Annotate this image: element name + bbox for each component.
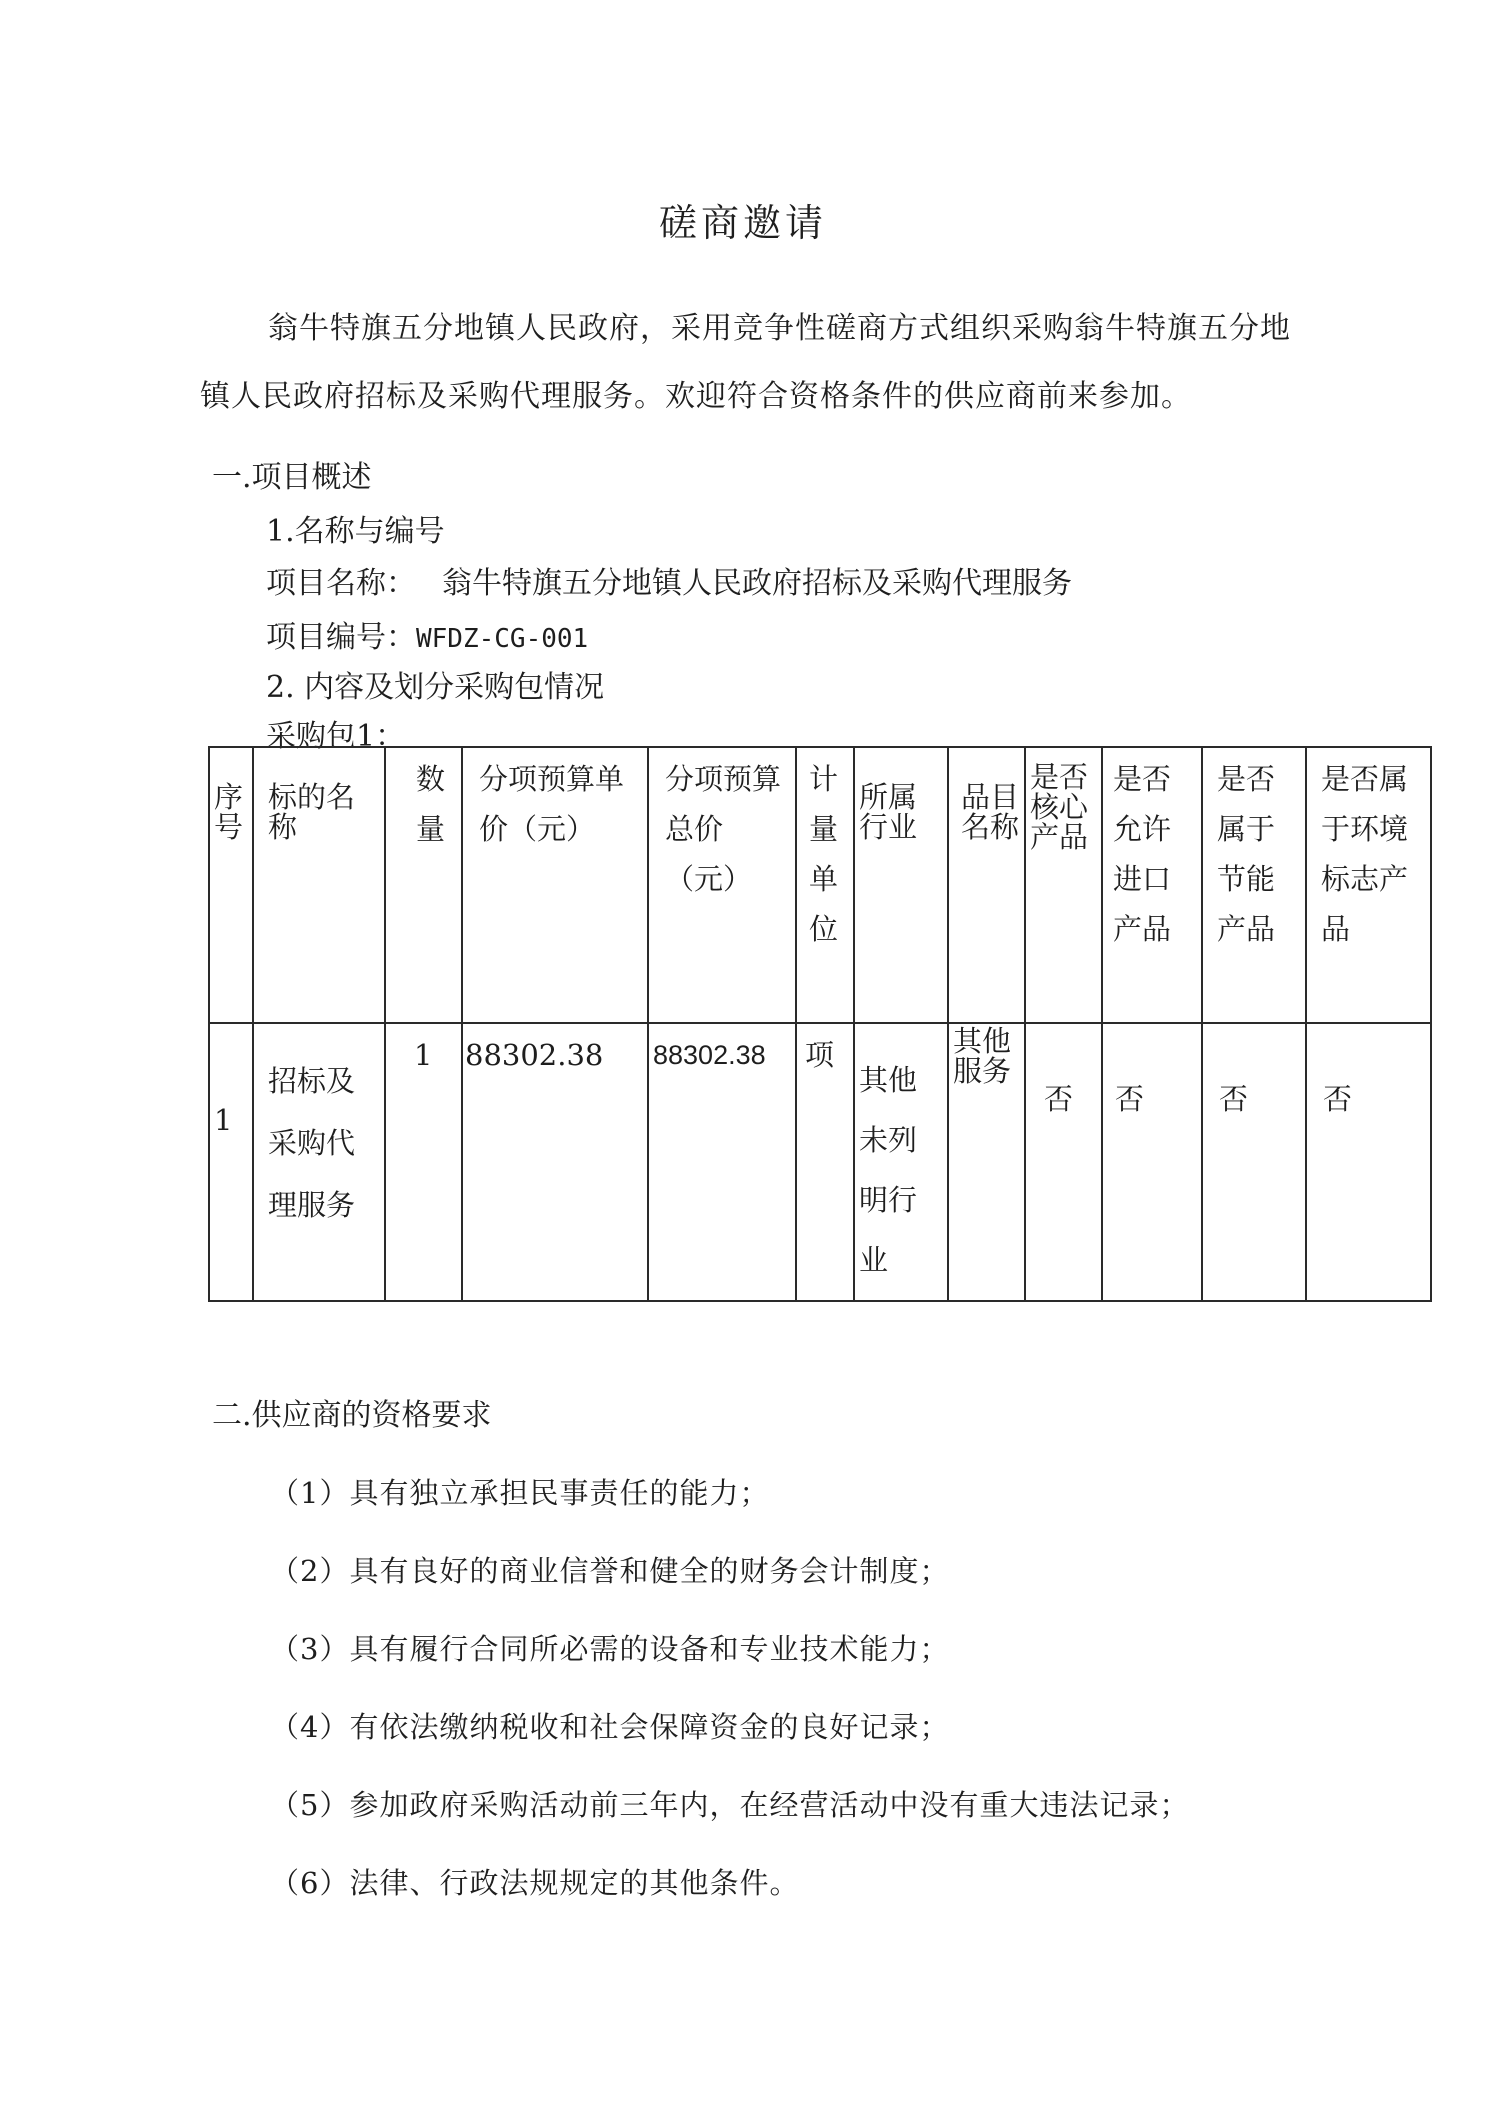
- cell-energy-saving: 否: [1202, 1023, 1306, 1301]
- cell-item-name: 招标及采购代理服务: [253, 1023, 385, 1301]
- cell-eco-label: 否: [1306, 1023, 1431, 1301]
- section1-heading: 一.项目概述: [212, 460, 372, 495]
- requirement-5: （5）参加政府采购活动前三年内，在经营活动中没有重大违法记录；: [270, 1788, 1190, 1822]
- package-label: 采购包1：: [266, 719, 406, 754]
- cell-total-price: 88302.38: [648, 1023, 796, 1301]
- header-import-allowed: 是否允许进口产品: [1102, 747, 1202, 1023]
- cell-industry: 其他未列明行业: [854, 1023, 948, 1301]
- project-name-value: 翁牛特旗五分地镇人民政府招标及采购代理服务: [442, 566, 1072, 601]
- intro-line-2: 镇人民政府招标及采购代理服务。欢迎符合资格条件的供应商前来参加。: [200, 379, 1192, 414]
- project-name-row: [266, 558, 1072, 602]
- header-energy-saving: 是否属于节能产品: [1202, 747, 1306, 1023]
- package-table: [208, 746, 1432, 1302]
- requirement-6: （6）法律、行政法规规定的其他条件。: [270, 1866, 800, 1900]
- header-unit-price: 分项预算单价（元）: [462, 747, 648, 1023]
- cell-category: 其他服务: [948, 1023, 1025, 1301]
- header-unit: 计量单位: [796, 747, 854, 1023]
- project-number-value: WFDZ-CG-001: [416, 624, 589, 654]
- header-industry: 所属行业: [854, 747, 948, 1023]
- requirement-3: （3）具有履行合同所必需的设备和专业技术能力；: [270, 1632, 950, 1666]
- cell-quantity: 1: [385, 1023, 462, 1301]
- header-item-name: 标的名称: [253, 747, 385, 1023]
- header-quantity: 数量: [385, 747, 462, 1023]
- header-total-price: 分项预算总价（元）: [648, 747, 796, 1023]
- cell-import-allowed: 否: [1102, 1023, 1202, 1301]
- project-number-row: [266, 612, 588, 656]
- requirement-2: （2）具有良好的商业信誉和健全的财务会计制度；: [270, 1554, 950, 1588]
- cell-unit: 项: [796, 1023, 854, 1301]
- header-core-product: 是否核心产品: [1025, 747, 1102, 1023]
- project-number-label: 项目编号：: [266, 620, 416, 655]
- table-row: [209, 1023, 1431, 1301]
- project-name-label: 项目名称：: [266, 566, 416, 601]
- cell-unit-price: 88302.38: [462, 1023, 648, 1301]
- header-seq: 序号: [209, 747, 253, 1023]
- item-content-packages: 2. 内容及划分采购包情况: [266, 670, 605, 705]
- item-name-and-number: 1.名称与编号: [266, 514, 445, 549]
- header-eco-label: 是否属于环境标志产品: [1306, 747, 1431, 1023]
- requirement-1: （1）具有独立承担民事责任的能力；: [270, 1476, 770, 1510]
- cell-core-product: 否: [1025, 1023, 1102, 1301]
- requirement-4: （4）有依法缴纳税收和社会保障资金的良好记录；: [270, 1710, 950, 1744]
- section2-heading: 二.供应商的资格要求: [212, 1398, 492, 1433]
- cell-seq: 1: [209, 1023, 253, 1301]
- header-category: 品目名称: [948, 747, 1025, 1023]
- table-header-row: [209, 747, 1431, 1023]
- intro-line-1: 翁牛特旗五分地镇人民政府，采用竞争性磋商方式组织采购翁牛特旗五分地: [268, 311, 1291, 346]
- page-title: 磋商邀请: [658, 201, 827, 245]
